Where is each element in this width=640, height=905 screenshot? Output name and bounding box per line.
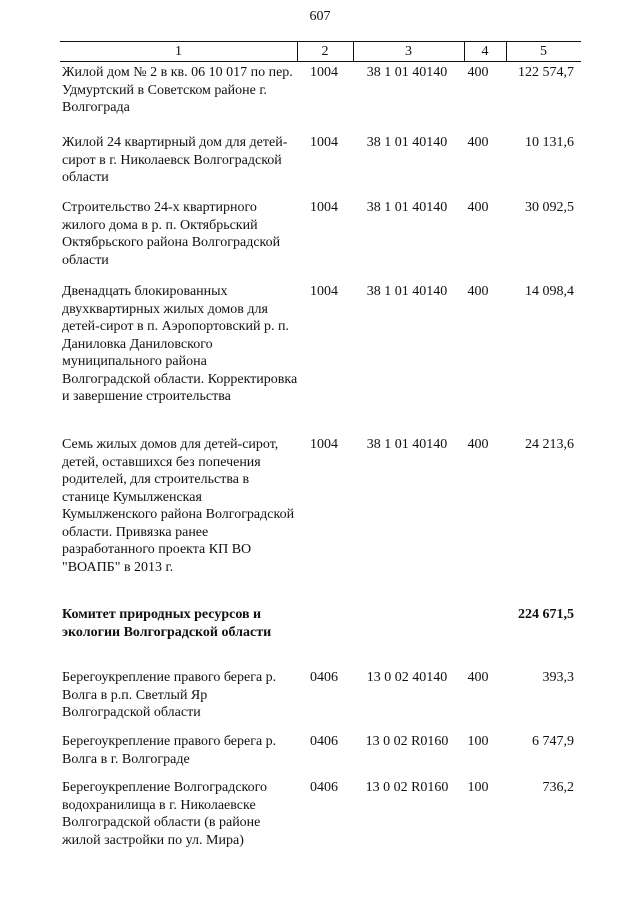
row-article: 38 1 01 40140 [366, 200, 448, 215]
row-section: 0406 [310, 670, 338, 685]
table-header-row [60, 42, 581, 61]
row-expense-type: 400 [467, 65, 489, 80]
row-name: Жилой дом № 2 в кв. 06 10 017 по пер. Удмуртский в Советском районе г. Волгограда [62, 65, 293, 115]
header-col-5: 5 [540, 44, 547, 59]
row-section: 1004 [310, 437, 338, 452]
row-name: Берегоукрепление Волгоградского водохранилища в г. Николаевске Волгоградской области (в районе жилой застройки по ул. Мира) [62, 780, 268, 848]
row-article: 13 0 02 R0160 [365, 780, 449, 795]
row-article: 38 1 01 40140 [366, 284, 448, 299]
row-expense-type: 400 [467, 200, 489, 215]
row-article: 38 1 01 40140 [366, 135, 448, 150]
header-col-2: 2 [321, 44, 329, 59]
header-col-1: 1 [175, 44, 182, 59]
row-section: 0406 [310, 734, 338, 749]
row-name: Жилой 24 квартирный дом для детей-сирот в г. Николаевск Волгоградской области [62, 135, 288, 185]
row-section: 1004 [310, 135, 338, 150]
row-name: Берегоукрепление правого берега р. Волга в г. Волгограде [62, 734, 277, 767]
page-number: 607 [309, 9, 331, 24]
row-name: Берегоукрепление правого берега р. Волга в р.п. Светлый Яр Волгоградской области [62, 670, 277, 720]
row-expense-type: 100 [467, 780, 489, 795]
row-expense-type: 400 [467, 437, 489, 452]
row-expense-type: 400 [467, 135, 489, 150]
row-section: 1004 [310, 65, 338, 80]
row-article: 13 0 02 40140 [366, 670, 448, 685]
row-article: 13 0 02 R0160 [365, 734, 449, 749]
row-section: 1004 [310, 284, 338, 299]
row-section: 0406 [310, 780, 338, 795]
row-amount: 10 131,6 [525, 135, 574, 150]
row-amount: 736,2 [542, 780, 574, 795]
row-article: 38 1 01 40140 [366, 437, 448, 452]
section-heading: Комитет природных ресурсов и экологии Волгоградской области [62, 607, 272, 640]
row-section: 1004 [310, 200, 338, 215]
header-col-4: 4 [481, 44, 489, 59]
row-amount: 24 213,6 [525, 437, 574, 452]
header-col-3: 3 [405, 44, 412, 59]
table-header-rule [60, 61, 581, 62]
row-amount: 393,3 [542, 670, 574, 685]
row-expense-type: 400 [467, 284, 489, 299]
row-amount: 14 098,4 [525, 284, 574, 299]
row-article: 38 1 01 40140 [366, 65, 448, 80]
row-amount: 6 747,9 [532, 734, 574, 749]
row-expense-type: 400 [467, 670, 489, 685]
row-name: Двенадцать блокированных двухквартирных жилых домов для детей-сирот в п. Аэропортовский р. п. Даниловка Даниловского муниципального района Волгоградской области. Корректировка и завершение строительства [62, 284, 298, 404]
section-total-amount: 224 671,5 [518, 607, 574, 622]
row-name: Семь жилых домов для детей-сирот, детей, оставшихся без попечения родителей, для строительства в станице Кумылженская Кумылженского района Волгоградской области. Привязка ранее разработанного проекта КП ВО "ВОАПБ" в 2013 г. [62, 437, 295, 575]
row-name: Строительство 24-х квартирного жилого дома в р. п. Октябрьский Октябрьского района Волгоградской области [62, 200, 281, 268]
row-amount: 30 092,5 [525, 200, 574, 215]
row-expense-type: 100 [467, 734, 489, 749]
row-amount: 122 574,7 [518, 65, 574, 80]
